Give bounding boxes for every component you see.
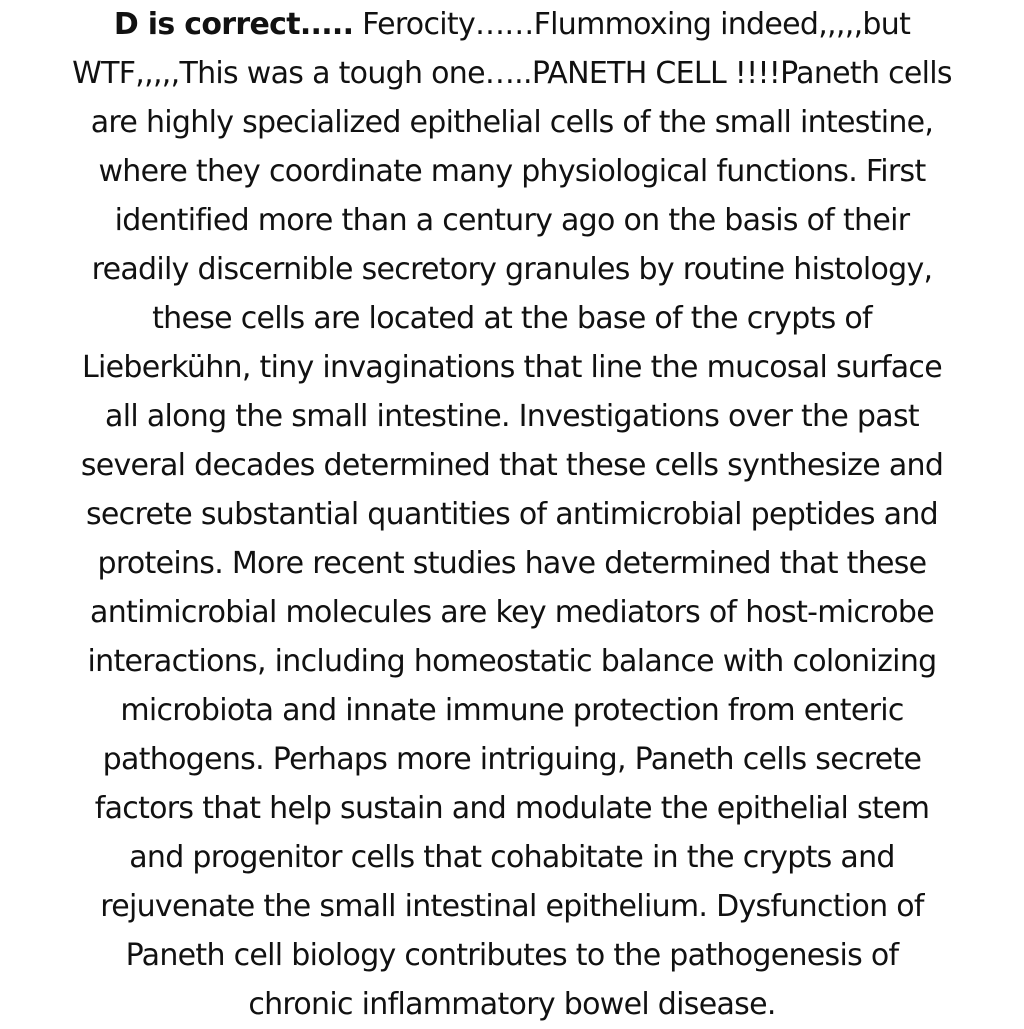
text-line-15: microbiota and innate immune protection from enteric xyxy=(120,693,904,728)
text-line-5: identified more than a century ago on the basis of their xyxy=(114,203,910,238)
text-line-1 xyxy=(2,0,1022,49)
text-line-16: pathogens. Perhaps more intriguing, Paneth cells secrete xyxy=(102,742,922,777)
text-line-12: proteins. More recent studies have determined that these xyxy=(97,546,927,581)
text-line-3: are highly specialized epithelial cells of the small intestine, xyxy=(90,105,934,140)
text-line-9: all along the small intestine. Investigations over the past xyxy=(105,399,919,434)
text-line-20: Paneth cell biology contributes to the pathogenesis of xyxy=(125,938,899,973)
text-line-6: readily discernible secretory granules by routine histology, xyxy=(91,252,933,287)
text-line-21: chronic inflammatory bowel disease. xyxy=(248,987,776,1022)
text-line-8: Lieberkühn, tiny invaginations that line the mucosal surface xyxy=(82,350,942,385)
text-line-18: and progenitor cells that cohabitate in the crypts and xyxy=(129,840,895,875)
text-line-11: secrete substantial quantities of antimicrobial peptides and xyxy=(86,497,938,532)
text-line-13: antimicrobial molecules are key mediators of host-microbe xyxy=(90,595,934,630)
text-line-17: factors that help sustain and modulate the epithelial stem xyxy=(94,791,930,826)
line-1-rest: Ferocity……Flummoxing indeed,,,,,but xyxy=(353,7,911,42)
text-line-7: these cells are located at the base of the crypts of xyxy=(152,301,872,336)
text-line-4: where they coordinate many physiological functions. First xyxy=(98,154,926,189)
text-line-14: interactions, including homeostatic balance with colonizing xyxy=(87,644,937,679)
lead-text: D is correct..... xyxy=(113,7,354,42)
text-line-2: WTF,,,,,This was a tough one…..PANETH CELL !!!!Paneth cells xyxy=(72,56,952,91)
text-line-19: rejuvenate the small intestinal epithelium. Dysfunction of xyxy=(100,889,924,924)
text-line-10: several decades determined that these cells synthesize and xyxy=(80,448,944,483)
